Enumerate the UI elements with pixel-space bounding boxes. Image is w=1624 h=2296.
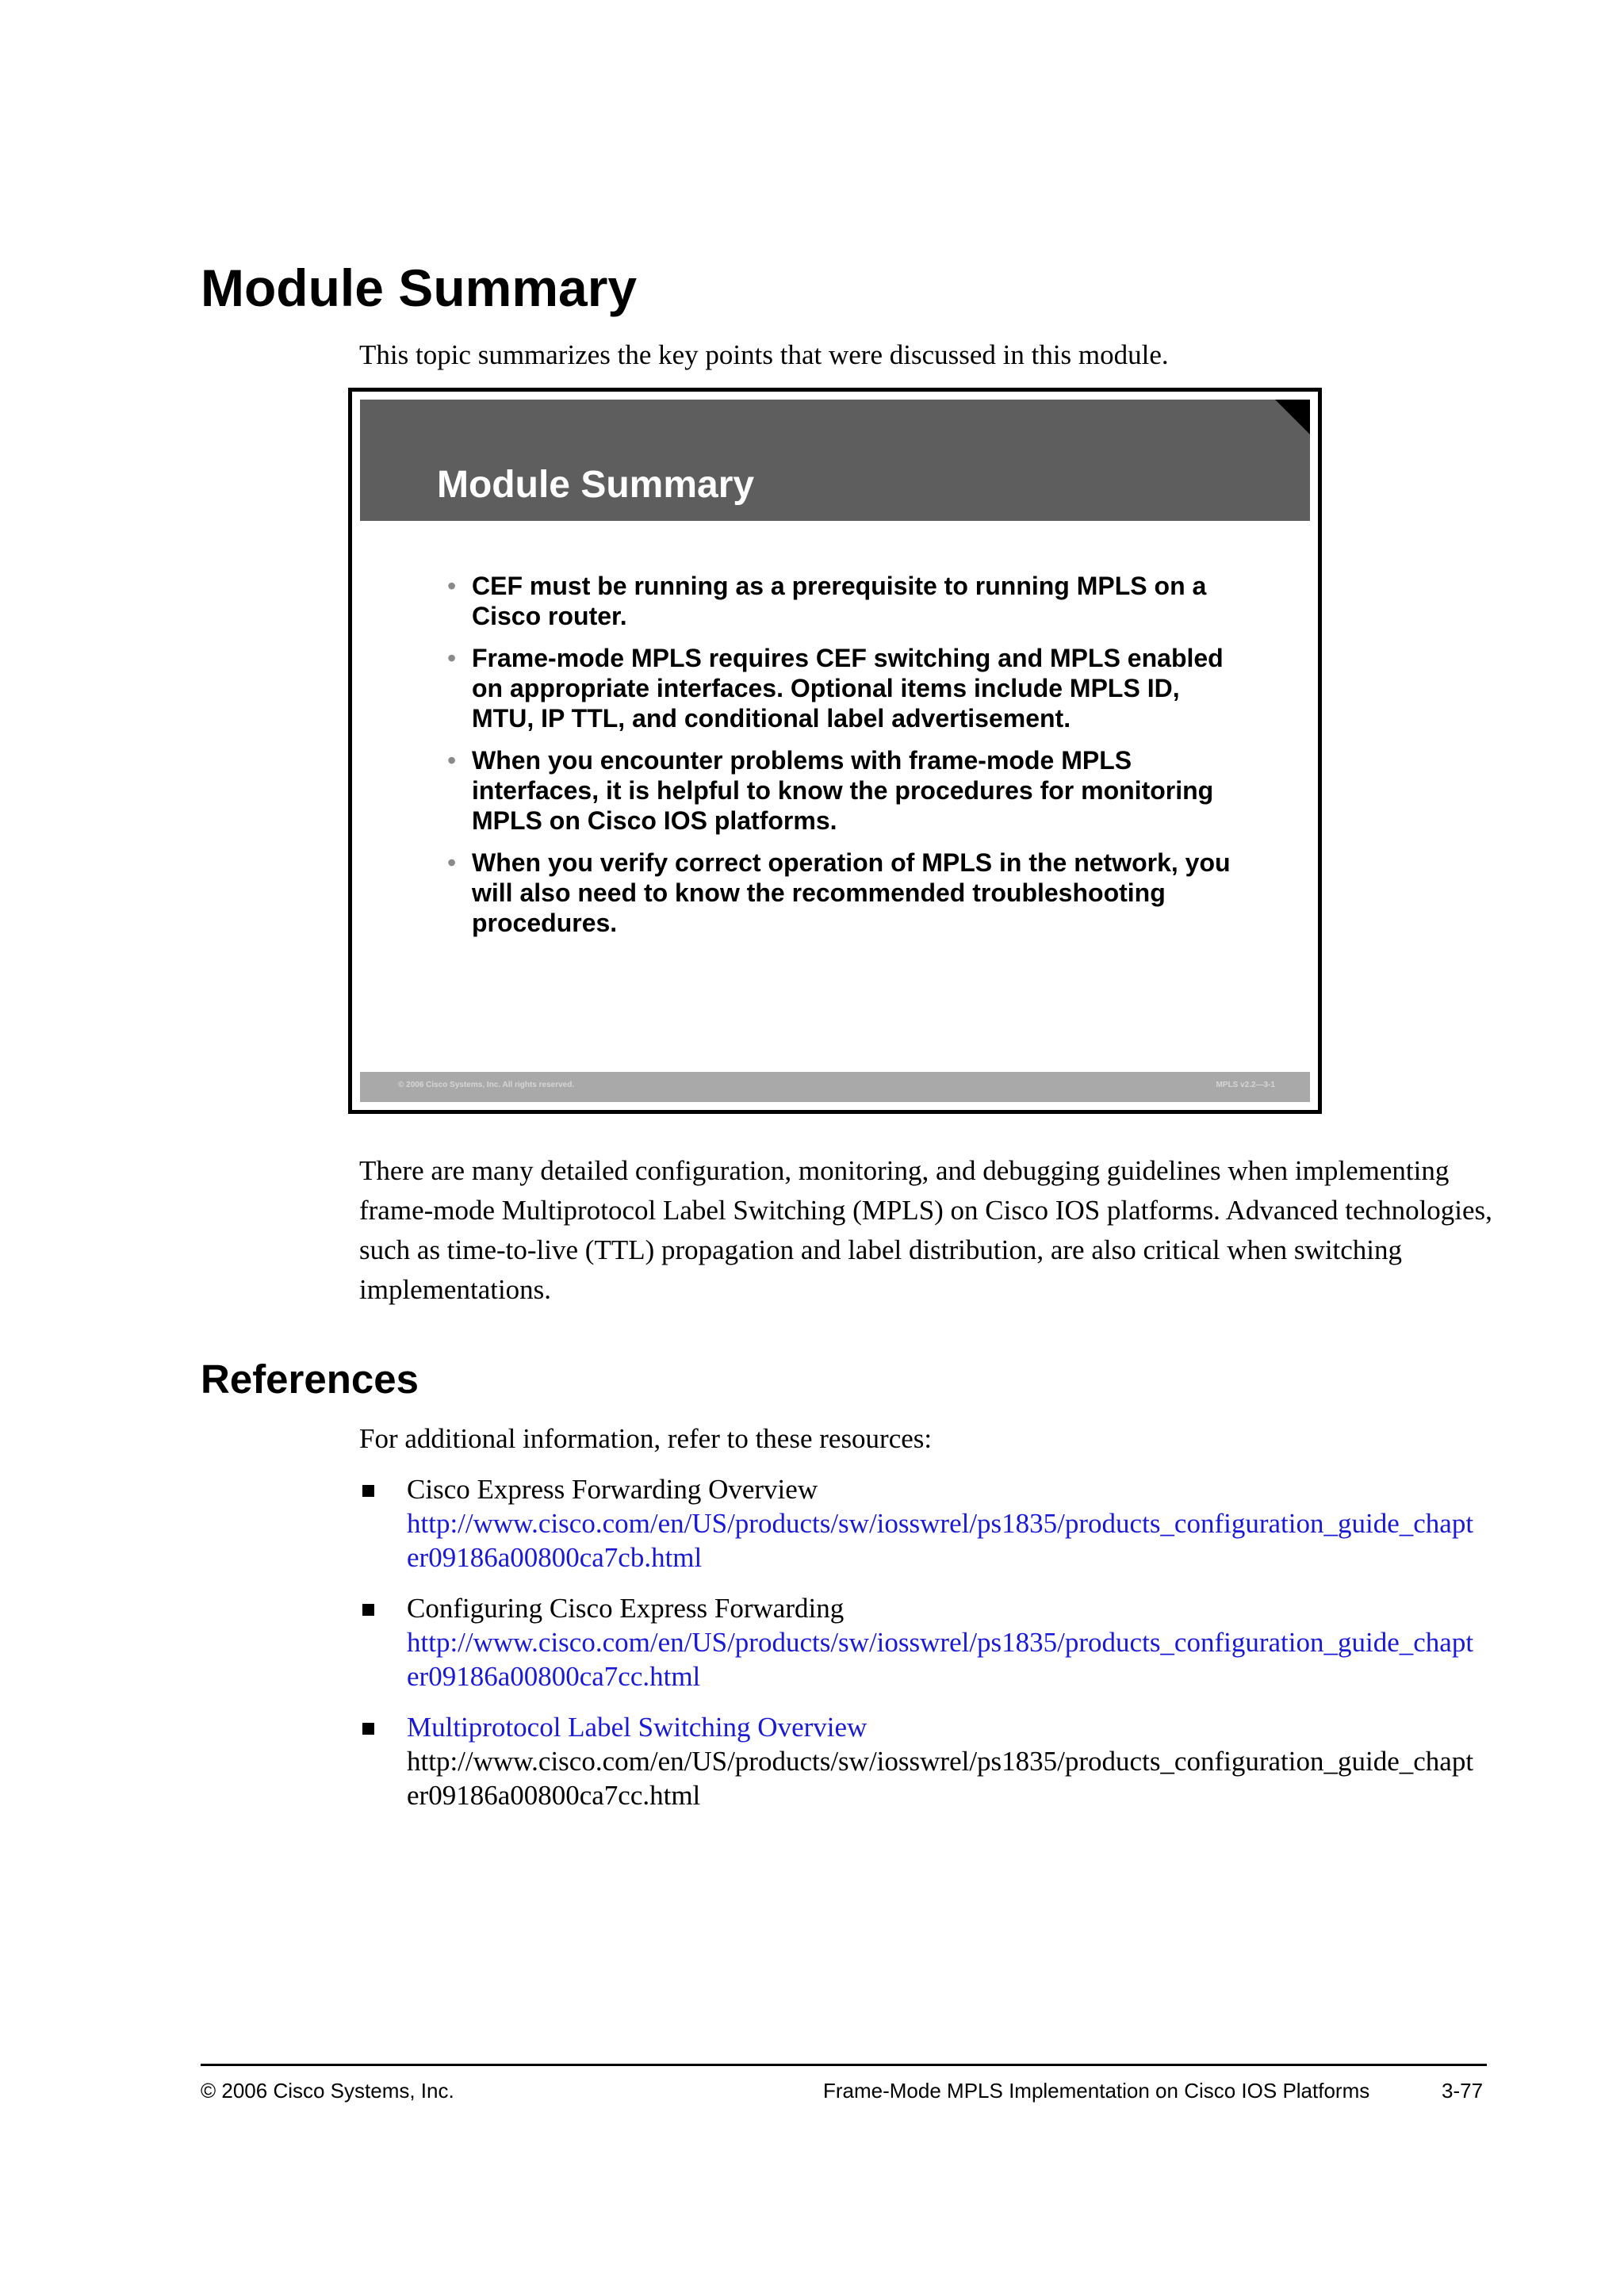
bullet-dot-icon: • bbox=[447, 644, 457, 672]
reference-item bbox=[359, 1710, 1485, 1812]
footer-copyright: © 2006 Cisco Systems, Inc. bbox=[201, 2079, 454, 2103]
footer-page-number: 3-77 bbox=[1442, 2079, 1484, 2103]
reference-url-text: http://www.cisco.com/en/US/products/sw/iosswrel/ps1835/products_configuration_guide_chapter09186a00800ca7cc.html bbox=[407, 1746, 1474, 1811]
footer-course-title: Frame-Mode MPLS Implementation on Cisco IOS Platforms bbox=[823, 2079, 1370, 2103]
references-intro: For additional information, refer to these resources: bbox=[359, 1423, 933, 1454]
summary-slide bbox=[348, 388, 1322, 1114]
slide-bullet bbox=[447, 571, 1240, 631]
square-bullet-icon bbox=[362, 1485, 374, 1497]
slide-bullet bbox=[447, 745, 1240, 836]
square-bullet-icon bbox=[362, 1723, 374, 1735]
reference-link[interactable]: http://www.cisco.com/en/US/products/sw/iosswrel/ps1835/products_configuration_guide_chapter09186a00800ca7cb.html bbox=[407, 1508, 1474, 1573]
reference-link[interactable]: http://www.cisco.com/en/US/products/sw/iosswrel/ps1835/products_configuration_guide_chapter09186a00800ca7cc.html bbox=[407, 1627, 1474, 1692]
slide-bullet-text: When you verify correct operation of MPLS in the network, you will also need to know the recommended troubleshooting procedures. bbox=[472, 848, 1231, 937]
body-paragraph: There are many detailed configuration, monitoring, and debugging guidelines when implementing frame-mode Multiprotocol Label Switching (MPLS) on Cisco IOS platforms. Advanced technologies, such as time-to-live (TTL) propagation and label distribution, are also critical when switching implementations. bbox=[359, 1155, 1492, 1305]
slide-bullet bbox=[447, 848, 1240, 938]
slide-bullet-text: Frame-mode MPLS requires CEF switching and MPLS enabled on appropriate interfaces. Optional items include MPLS ID, MTU, IP TTL, and conditional label advertisement. bbox=[472, 644, 1224, 733]
reference-item bbox=[359, 1472, 1485, 1575]
reference-title: Cisco Express Forwarding Overview bbox=[407, 1474, 818, 1505]
page-title: Module Summary bbox=[201, 258, 638, 317]
bullet-dot-icon: • bbox=[447, 848, 457, 877]
references-list bbox=[359, 1472, 1485, 1829]
bullet-dot-icon: • bbox=[447, 746, 457, 775]
slide-bullet-list bbox=[447, 571, 1240, 950]
slide-footer-code: MPLS v2.2—3-1 bbox=[1216, 1081, 1275, 1089]
footer-divider bbox=[201, 2064, 1487, 2066]
slide-corner-decoration bbox=[1275, 400, 1310, 434]
slide-footer bbox=[360, 1072, 1310, 1102]
reference-title-link[interactable]: Multiprotocol Label Switching Overview bbox=[407, 1712, 868, 1743]
slide-bullet-text: CEF must be running as a prerequisite to running MPLS on a Cisco router. bbox=[472, 572, 1207, 630]
slide-title: Module Summary bbox=[437, 464, 755, 506]
slide-header bbox=[360, 400, 1310, 521]
reference-item bbox=[359, 1591, 1485, 1693]
square-bullet-icon bbox=[362, 1604, 374, 1616]
slide-footer-copyright: © 2006 Cisco Systems, Inc. All rights reserved. bbox=[398, 1081, 575, 1089]
intro-text: This topic summarizes the key points that were discussed in this module. bbox=[359, 339, 1169, 370]
reference-title: Configuring Cisco Express Forwarding bbox=[407, 1593, 845, 1624]
slide-bullet bbox=[447, 643, 1240, 733]
bullet-dot-icon: • bbox=[447, 572, 457, 600]
references-heading: References bbox=[201, 1357, 419, 1402]
slide-bullet-text: When you encounter problems with frame-mode MPLS interfaces, it is helpful to know the procedures for monitoring MPLS on Cisco IOS platforms. bbox=[472, 746, 1214, 835]
